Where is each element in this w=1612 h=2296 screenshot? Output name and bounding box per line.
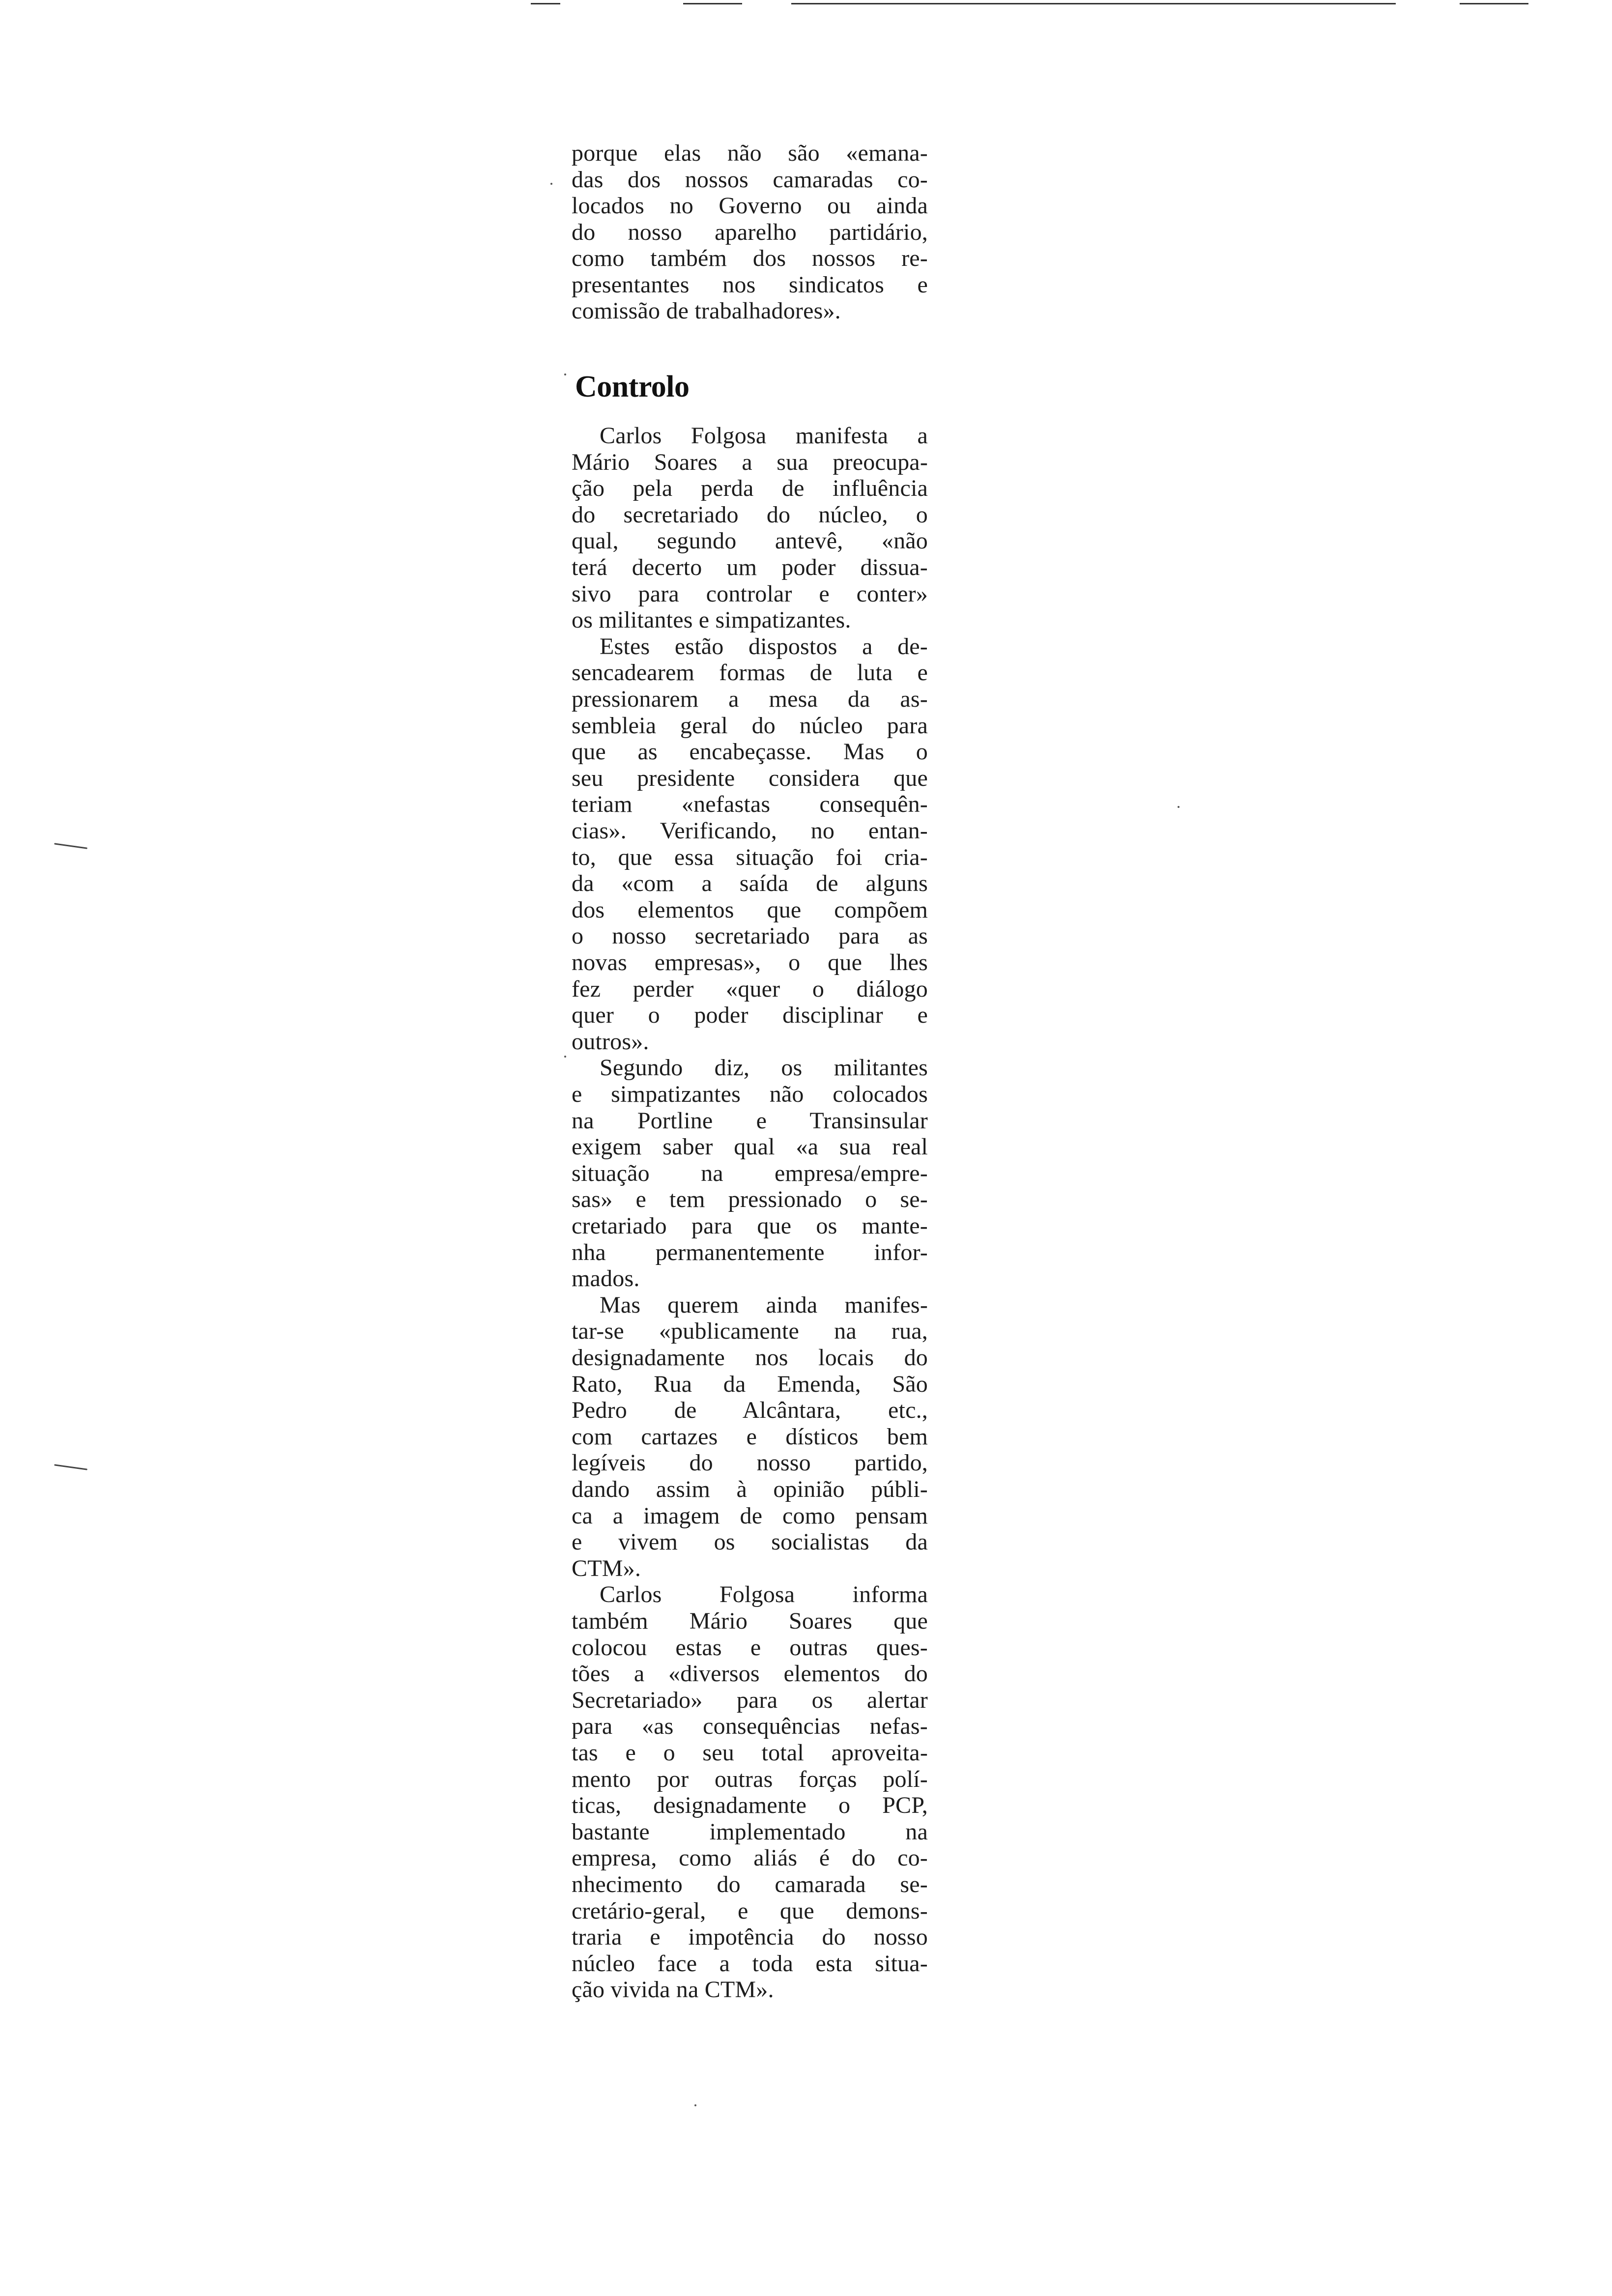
text-line: Mário Soares a sua preocupa- [572,449,928,475]
text-line: do nosso aparelho partidário, [572,219,928,245]
text-line: para «as consequências nefas- [572,1713,928,1740]
text-line: ca a imagem de como pensam [572,1502,928,1529]
text-line: ção vivida na CTM». [572,1977,774,2003]
text-line: locados no Governo ou ainda [572,193,928,219]
text-line: legíveis do nosso partido, [572,1450,928,1476]
text-line: os militantes e simpatizantes. [572,607,851,633]
text-line: núcleo face a toda esta situa- [572,1950,928,1977]
text-line: Estes estão dispostos a de- [600,633,928,660]
text-line: designadamente nos locais do [572,1345,928,1371]
text-line: ção pela perda de influência [572,475,928,502]
text-line: porque elas não são «emana- [572,140,928,166]
text-line: CTM». [572,1555,641,1581]
text-line: qual, segundo antevê, «não [572,528,928,554]
text-line: Secretariado» para os alertar [572,1687,928,1713]
text-line: sas» e tem pressionado o se- [572,1186,928,1213]
text-line: dando assim à opinião públi- [572,1476,928,1502]
text-line: quer o poder disciplinar e [572,1002,928,1029]
text-line: Mas querem ainda manifes- [600,1292,928,1318]
text-line: mados. [572,1265,640,1292]
text-line: Rato, Rua da Emenda, São [572,1371,928,1397]
text-line: dos elementos que compõem [572,896,928,923]
text-line: também Mário Soares que [572,1608,928,1634]
text-line: terá decerto um poder dissua- [572,554,928,580]
scan-edge-line [791,3,1396,4]
text-line: tões a «diversos elementos do [572,1661,928,1687]
speck [1178,806,1180,808]
text-line: cias». Verificando, no entan- [572,818,928,844]
text-line: e simpatizantes não colocados [572,1081,928,1107]
text-line: da «com a saída de alguns [572,870,928,897]
text-line: Carlos Folgosa manifesta a [600,423,928,449]
text-line: cretário-geral, e que demons- [572,1897,928,1924]
text-line: mento por outras forças polí- [572,1766,928,1792]
text-line: sencadearem formas de luta e [572,660,928,686]
speck [550,183,552,185]
scan-edge-line [683,3,742,4]
text-line: novas empresas», o que lhes [572,949,928,976]
text-line: traria e impotência do nosso [572,1924,928,1951]
text-line: presentantes nos sindicatos e [572,271,928,298]
text-line: colocou estas e outras ques- [572,1634,928,1661]
speck [694,2104,696,2106]
text-line: teriam «nefastas consequên- [572,791,928,818]
text-line: Pedro de Alcântara, etc., [572,1397,928,1424]
scan-edge-line [531,3,560,4]
text-line: Segundo diz, os militantes [600,1055,928,1081]
text-line: nha permanentemente infor- [572,1239,928,1265]
text-line: outros». [572,1028,649,1055]
text-line: seu presidente considera que [572,765,928,791]
scan-edge-line [1460,3,1528,4]
text-line: das dos nossos camaradas co- [572,166,928,193]
text-line: fez perder «quer o diálogo [572,976,928,1002]
text-line: comissão de trabalhadores». [572,298,841,324]
speck [564,1056,566,1058]
text-line: pressionarem a mesa da as- [572,686,928,712]
text-line: do secretariado do núcleo, o [572,501,928,528]
text-line: na Portline e Transinsular [572,1107,928,1134]
text-line: e vivem os socialistas da [572,1529,928,1555]
speck [564,373,566,375]
margin-mark [54,1464,87,1470]
text-line: que as encabeçasse. Mas o [572,739,928,765]
text-line: cretariado para que os mante- [572,1213,928,1239]
text-line: tar-se «publicamente na rua, [572,1318,928,1345]
text-line: to, que essa situação foi cria- [572,844,928,870]
text-line: bastante implementado na [572,1818,928,1845]
text-line: empresa, como aliás é do co- [572,1845,928,1871]
text-line: como também dos nossos re- [572,245,928,271]
text-line: nhecimento do camarada se- [572,1871,928,1897]
text-line: tas e o seu total aproveita- [572,1740,928,1766]
text-line: com cartazes e dísticos bem [572,1423,928,1450]
margin-mark [54,843,87,849]
text-line: o nosso secretariado para as [572,923,928,949]
text-line: Carlos Folgosa informa [600,1581,928,1608]
text-line: exigem saber qual «a sua real [572,1134,928,1160]
text-line: ticas, designadamente o PCP, [572,1792,928,1819]
section-heading: Controlo [575,370,690,403]
text-line: sembleia geral do núcleo para [572,712,928,739]
text-line: situação na empresa/empre- [572,1160,928,1186]
text-line: sivo para controlar e conter» [572,580,928,607]
